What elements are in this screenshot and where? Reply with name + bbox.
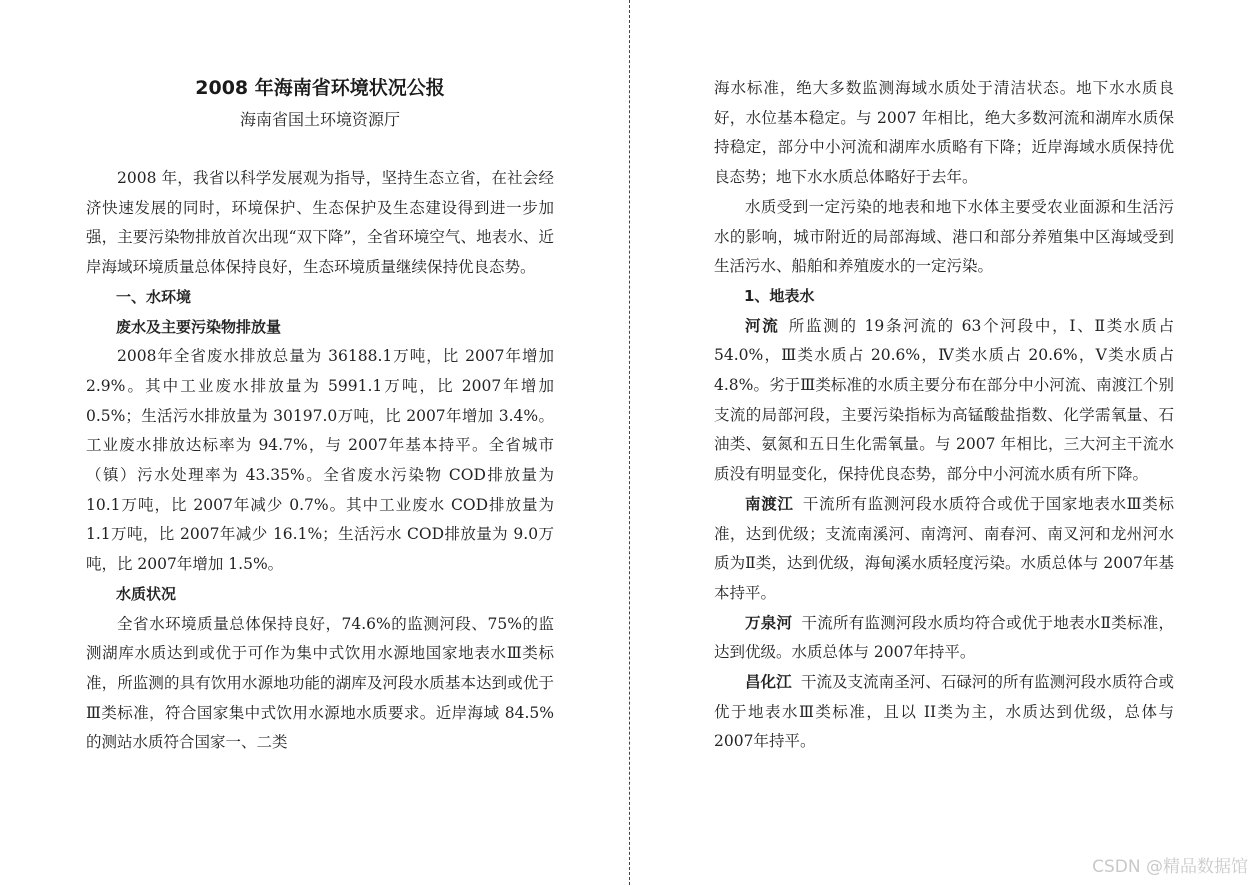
- left-page: [86, 0, 554, 885]
- section-heading-water-environment: 一、水环境: [116, 287, 192, 306]
- csdn-watermark: CSDN @精品数据馆: [1092, 857, 1248, 877]
- rivers-lead: 河流: [745, 316, 780, 335]
- wanquan-river-lead: 万泉河: [745, 613, 793, 632]
- subsection-heading-water-quality: 水质状况: [116, 584, 177, 603]
- right-page: [714, 0, 1174, 885]
- document-author: 海南省国土环境资源厅: [239, 110, 400, 129]
- changhua-river-lead: 昌化江: [745, 673, 792, 692]
- wanquan-river-text: 干流所有监测河段水质均符合或优于地表水Ⅱ类标准，达到优级。水质总体与 2007年持平。: [714, 613, 1174, 662]
- water-quality-paragraph-part1: 全省水环境质量总体保持良好，74.6%的监测河段、75%的监测湖库水质达到或优于可作为集中式饮用水源地国家地表水Ⅲ类标准，所监测的具有饮用水源地功能的湖库及河段水质基本达到或优于Ⅲ类标准，符合国家集中式饮用水源地水质要求。近岸海域 84.5%的测站水质符合国家一、二类: [86, 614, 554, 752]
- rivers-text: 所监测的 19条河流的 63个河段中，Ⅰ、Ⅱ类水质占 54.0%，Ⅲ类水质占 20.6%，Ⅳ类水质占 20.6%，Ⅴ类水质占 4.8%。劣于Ⅲ类标准的水质主要分布在部分中小河流、南渡江个别支流的局部河段，主要污染指标为高锰酸盐指数、化学需氧量、石油类、氨氮和五日生化需氧量。与 2007 年相比，三大河主干流水质没有明显变化，保持优良态势，部分中小河流水质有所下降。: [714, 316, 1174, 484]
- nandu-river-lead: 南渡江: [745, 494, 794, 513]
- page-divider: [629, 0, 630, 885]
- pollution-paragraph: 水质受到一定污染的地表和地下水体主要受农业面源和生活污水的影响，城市附近的局部海域、港口和部分养殖集中区海域受到生活污水、船舶和养殖废水的一定污染。: [714, 197, 1174, 276]
- emissions-paragraph: 2008年全省废水排放总量为 36188.1万吨，比 2007年增加 2.9%。其中工业废水排放量为 5991.1万吨，比 2007年增加 0.5%；生活污水排放量为 30197.0万吨，比 2007年增加 3.4%。工业废水排放达标率为 94.7%，与 2007年基本持平。全省城市（镇）污水处理率为 43.35%。全省废水污染物 COD排放量为 10.1万吨，比 2007年减少 0.7%。其中工业废水 COD排放量为 1.1万吨，比 2007年减少 16.1%；生活污水 COD排放量为 9.0万吨，比 2007年增加 1.5%。: [86, 347, 554, 574]
- left-page-body: [86, 164, 554, 758]
- subsection-heading-emissions: 废水及主要污染物排放量: [116, 317, 282, 336]
- rivers-paragraph: [714, 312, 1174, 490]
- section-heading-surface-water: 1、地表水: [744, 286, 815, 305]
- intro-paragraph: 2008 年，我省以科学发展观为指导，坚持生态立省，在社会经济快速发展的同时，环境保护、生态保护及生态建设得到进一步加强，主要污染物排放首次出现“双下降”，全省环境空气、地表水、近岸海域环境质量总体保持良好，生态环境质量继续保持优良态势。: [86, 169, 554, 277]
- changhua-river-text: 干流及支流南圣河、石碌河的所有监测河段水质符合或优于地表水Ⅲ类标准，且以 II类为主，水质达到优级，总体与 2007年持平。: [714, 673, 1174, 751]
- water-quality-paragraph-part2: 海水标准，绝大多数监测海域水质处于清洁状态。地下水水质良好，水位基本稳定。与 2007 年相比，绝大多数河流和湖库水质保持稳定，部分中小河流和湖库水质略有下降；近岸海域水质保持优良态势；地下水水质总体略好于去年。: [714, 79, 1174, 187]
- nandu-river-paragraph: [714, 490, 1174, 609]
- wanquan-river-paragraph: [714, 609, 1174, 668]
- document-title: 2008 年海南省环境状况公报: [195, 77, 445, 99]
- changhua-river-paragraph: [714, 668, 1174, 757]
- right-page-body: [714, 74, 1174, 757]
- nandu-river-text: 干流所有监测河段水质符合或优于国家地表水Ⅲ类标准，达到优级；支流南溪河、南湾河、南春河、南叉河和龙州河水质为Ⅱ类，达到优级，海甸溪水质轻度污染。水质总体与 2007年基本持平。: [714, 494, 1174, 602]
